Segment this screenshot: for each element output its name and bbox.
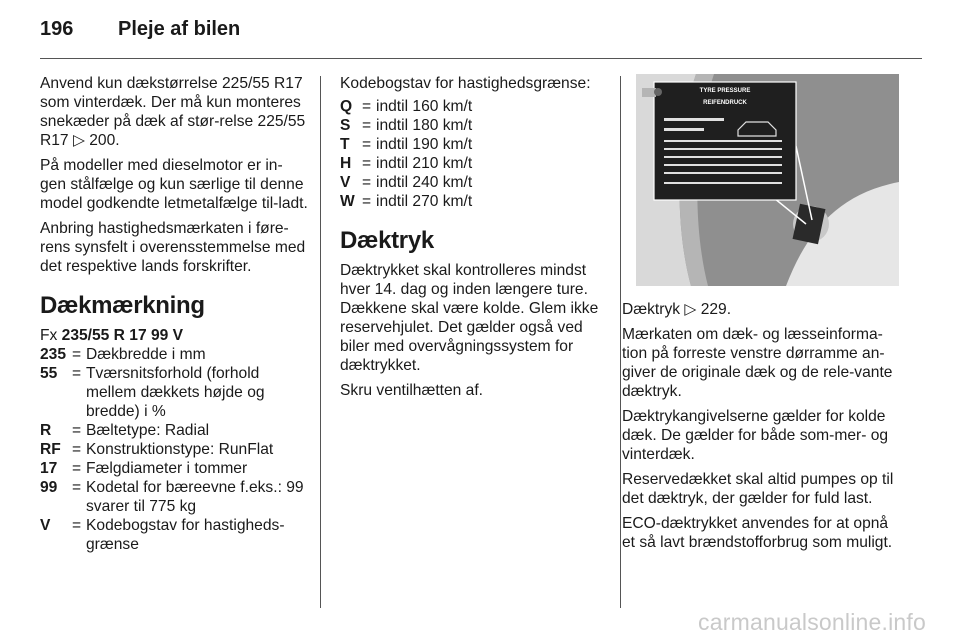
speed-code-text: indtil 240 km/t bbox=[376, 174, 473, 191]
speed-code-item bbox=[340, 173, 608, 192]
definition-item bbox=[40, 516, 308, 554]
definition-item bbox=[40, 478, 308, 516]
definition-key: V bbox=[40, 517, 51, 534]
speed-code-item bbox=[340, 116, 608, 135]
speed-code-text: indtil 270 km/t bbox=[376, 193, 473, 210]
definition-equals: = bbox=[72, 346, 82, 363]
definition-text: Bæltetype: Radial bbox=[86, 422, 210, 439]
door-frame-label-illustration bbox=[636, 74, 899, 286]
speed-code-key: S bbox=[340, 117, 351, 134]
speed-code-text: indtil 180 km/t bbox=[376, 117, 473, 134]
speed-code-intro: Kodebogstav for hastighedsgrænse: bbox=[340, 75, 591, 92]
speed-code-text: indtil 160 km/t bbox=[376, 98, 473, 115]
definition-item bbox=[40, 440, 308, 459]
header-divider bbox=[40, 58, 922, 59]
speed-code-text: indtil 210 km/t bbox=[376, 155, 473, 172]
speed-code-item bbox=[340, 135, 608, 154]
definition-equals: = bbox=[72, 460, 82, 477]
speed-code-equals: = bbox=[362, 193, 372, 210]
definition-text: Tværsnitsforhold (forhold mellem dækkets højde og bredde) i % bbox=[86, 365, 265, 420]
definition-key: 17 bbox=[40, 460, 58, 477]
eco-pressure-paragraph: ECO-dæktrykket anvendes for at opnå et så lavt brændstofforbrug som muligt. bbox=[622, 515, 893, 551]
page-header bbox=[40, 18, 240, 48]
definition-equals: = bbox=[72, 422, 82, 439]
speed-code-equals: = bbox=[362, 98, 372, 115]
speed-code-equals: = bbox=[362, 117, 372, 134]
speed-code-item bbox=[340, 192, 608, 211]
speed-code-equals: = bbox=[362, 174, 372, 191]
speed-code-list bbox=[340, 97, 608, 211]
column-2 bbox=[340, 74, 608, 406]
definition-text: Dækbredde i mm bbox=[86, 346, 206, 363]
page-title: Pleje af bilen bbox=[118, 18, 241, 40]
definition-item bbox=[40, 345, 308, 364]
column-1 bbox=[40, 74, 308, 554]
tyre-code-example bbox=[40, 326, 308, 345]
definition-key: 235 bbox=[40, 346, 67, 363]
speed-code-key: H bbox=[340, 155, 352, 172]
tyre-code-definitions bbox=[40, 345, 308, 554]
speed-code-equals: = bbox=[362, 155, 372, 172]
label-line-2: REIFENDRUCK bbox=[703, 100, 747, 106]
column-divider-1 bbox=[320, 76, 321, 608]
page-number: 196 bbox=[40, 18, 74, 40]
definition-item bbox=[40, 364, 308, 421]
definition-key: R bbox=[40, 422, 52, 439]
speed-code-key: V bbox=[340, 174, 351, 191]
speed-code-equals: = bbox=[362, 136, 372, 153]
cold-tyre-paragraph: Dæktrykangivelserne gælder for kolde dæk. De gælder for både som-mer- og vinterdæk. bbox=[622, 408, 889, 463]
speed-code-key: W bbox=[340, 193, 355, 210]
definition-key: 55 bbox=[40, 365, 58, 382]
valve-cap-paragraph: Skru ventilhætten af. bbox=[340, 382, 484, 399]
tyre-pressure-heading: Dæktryk bbox=[340, 227, 434, 254]
speed-code-item bbox=[340, 97, 608, 116]
definition-item bbox=[40, 459, 308, 478]
diesel-rim-paragraph: På modeller med dieselmotor er in-gen stålfælge og kun særlige til denne model godkendte letmetalfælge til-ladt. bbox=[40, 157, 308, 212]
label-line-1: TYRE PRESSURE bbox=[699, 88, 751, 94]
speed-code-key: T bbox=[340, 136, 350, 153]
sticker-info-paragraph: Mærkaten om dæk- og læsseinforma-tion på forreste venstre dørramme an-giver de originale dæk og de rele-vante dæktryk. bbox=[622, 326, 893, 400]
definition-key: RF bbox=[40, 441, 61, 458]
definition-text: Kodetal for bæreevne f.eks.: 99 svarer til 775 kg bbox=[86, 479, 304, 515]
definition-item bbox=[40, 421, 308, 440]
example-code: 235/55 R 17 99 V bbox=[61, 327, 184, 344]
definition-text: Kodebogstav for hastigheds-grænse bbox=[86, 517, 285, 553]
definition-equals: = bbox=[72, 365, 82, 382]
example-prefix: Fx bbox=[40, 327, 62, 344]
speed-sticker-paragraph: Anbring hastighedsmærkaten i føre-rens synsfelt i overensstemmelse med det respektive lands forskrifter. bbox=[40, 220, 306, 275]
winter-tyre-paragraph: Anvend kun dækstørrelse 225/55 R17 som vinterdæk. Der må kun monteres snekæder på dæk af stør-relse 225/55 R17 ▷ 200. bbox=[40, 75, 306, 149]
watermark-text: carmanualsonline.info bbox=[698, 609, 926, 635]
definition-text: Fælgdiameter i tommer bbox=[86, 460, 248, 477]
column-divider-2 bbox=[620, 76, 621, 608]
definition-text: Konstruktionstype: RunFlat bbox=[86, 441, 274, 458]
definition-equals: = bbox=[72, 517, 82, 534]
speed-code-key: Q bbox=[340, 98, 353, 115]
column-3 bbox=[622, 74, 902, 558]
pressure-check-paragraph: Dæktrykket skal kontrolleres mindst hver 14. dag og inden længere ture. Dækkene skal være kolde. Glem ikke reservehjulet. Det gælder også ved biler med overvågningssystem for dæktrykket. bbox=[340, 262, 599, 374]
definition-key: 99 bbox=[40, 479, 58, 496]
definition-equals: = bbox=[72, 441, 82, 458]
speed-code-item bbox=[340, 154, 608, 173]
definition-equals: = bbox=[72, 479, 82, 496]
pressure-reference-paragraph: Dæktryk ▷ 229. bbox=[622, 301, 732, 318]
speed-code-text: indtil 190 km/t bbox=[376, 136, 473, 153]
tyre-marking-heading: Dækmærkning bbox=[40, 292, 205, 319]
spare-tyre-paragraph: Reservedækket skal altid pumpes op til det dæktryk, der gælder for fuld last. bbox=[622, 471, 894, 507]
